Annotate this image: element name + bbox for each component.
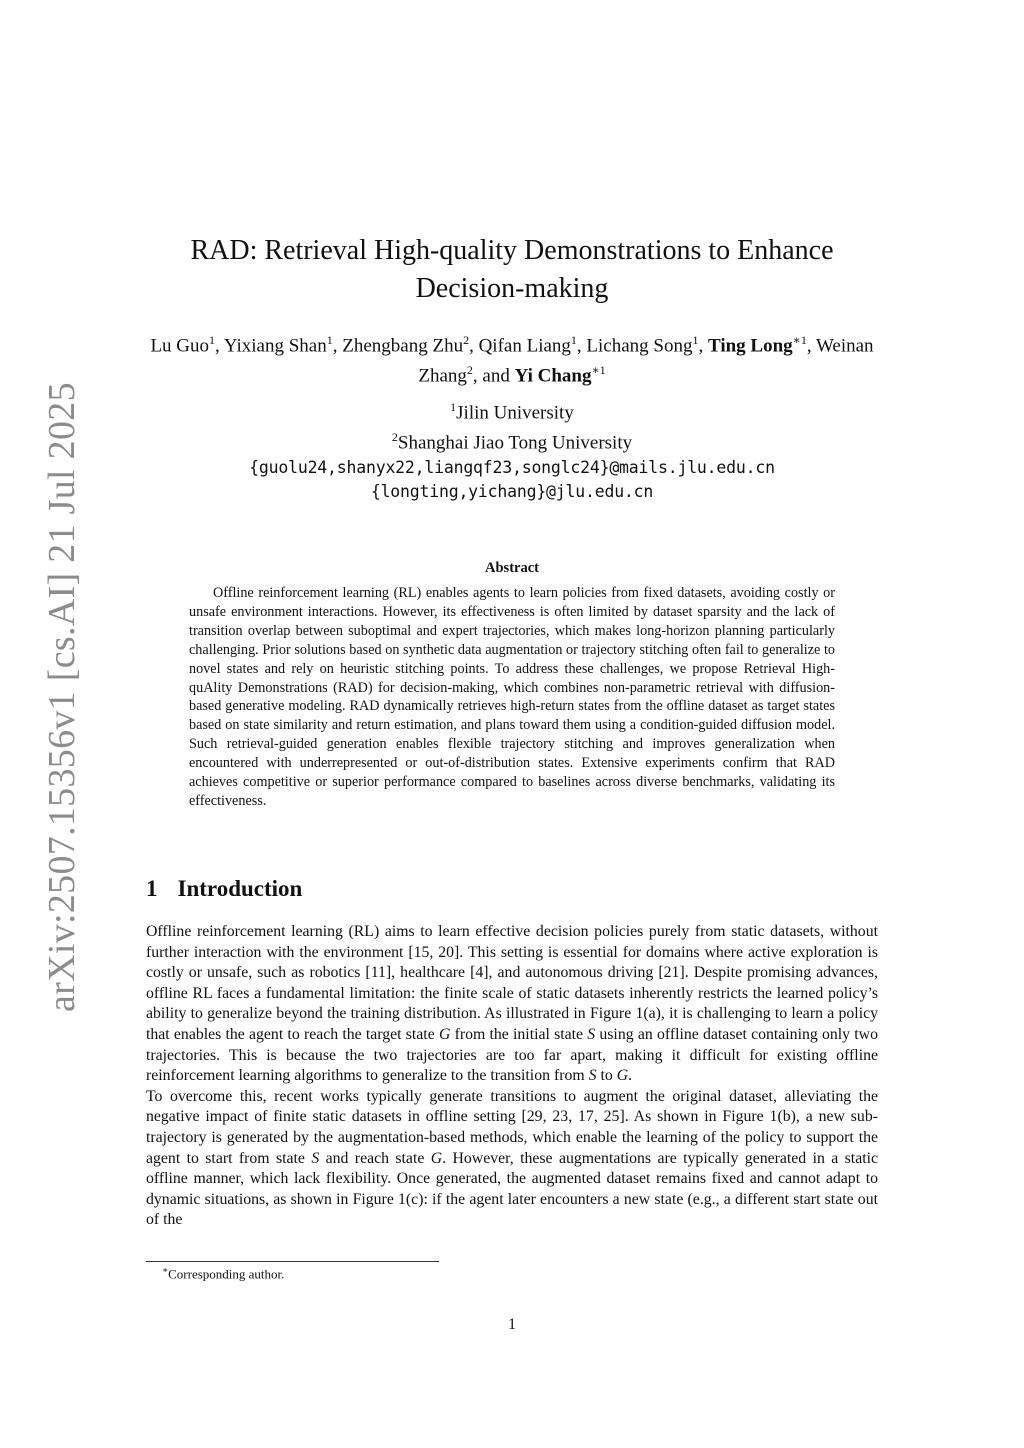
title-line-2: Decision-making <box>415 273 609 304</box>
section-title: Introduction <box>177 876 303 901</box>
title-line-1: RAD: Retrieval High-quality Demonstrations to Enhance <box>190 235 834 266</box>
text-run: to <box>596 1067 617 1085</box>
paragraph <box>146 1087 878 1231</box>
text-run: . <box>628 1067 633 1085</box>
affil-mark: 2 <box>391 430 398 445</box>
author-affil-mark: 1 <box>326 333 333 347</box>
text-run: . However, these augmentations are typically generated in a static offline manner, which lack flexibility. Once generated, the augmented dataset remains fixed and cannot adapt to dynamic situations, as shown in Figure 1(c): if the agent later encounters a new state (e.g., a different start state out of the <box>146 1149 878 1229</box>
math-symbol: G <box>616 1067 629 1085</box>
email-line-1: {guolu24,shanyx22,liangqf23,songlc24}@mails.jlu.edu.cn <box>249 457 775 477</box>
author-separator: , and <box>472 365 515 387</box>
author-affil-mark: 2 <box>463 333 470 347</box>
affiliation-2 <box>150 425 874 455</box>
footnote-text: Corresponding author. <box>168 1266 285 1282</box>
text-run: from the initial state <box>450 1025 588 1043</box>
math-symbol: S <box>311 1149 320 1167</box>
author-separator: , <box>698 335 708 357</box>
author-affil-mark: 1 <box>692 333 699 347</box>
affiliation-1 <box>150 395 874 425</box>
footnote-mark: ∗ <box>162 1265 169 1275</box>
text-run: Offline reinforcement learning (RL) aims to learn effective decision policies purely from static datasets, without further interaction with the environment [15, 20]. This setting is essential for domains where active exploration is costly or unsafe, such as robotics [11], healthcare [4], and autonomous driving [21]. Despite promising advances, offline RL faces a fundamental limitation: the finite scale of static datasets inherently restricts the learned policy’s ability to generalize beyond the training distribution. As illustrated in Figure 1(a), it is challenging to learn a policy that enables the agent to reach the target state <box>146 923 878 1043</box>
author: , Yixiang Shan <box>215 335 327 357</box>
affil-mark: 1 <box>450 400 457 414</box>
paragraph <box>146 922 878 1087</box>
section-number: 1 <box>146 876 158 901</box>
author-affil-mark: 2 <box>466 363 473 378</box>
text-run: and reach state <box>319 1149 431 1167</box>
affil-name: Jilin University <box>456 402 574 424</box>
affiliations <box>150 395 874 504</box>
author: , Lichang Song <box>576 335 693 357</box>
math-symbol: S <box>587 1025 596 1043</box>
author: , Zhengbang Zhu <box>332 335 464 357</box>
text-run: To overcome this, recent works typically generate transitions to augment the original dataset, alleviating the negative impact of finite static datasets in offline setting [29, 23, 17, 25]. As shown in Figure 1(b), a new sub-trajectory is generated by the augmentation-based methods, which enable the learning of the policy to support the agent to start from state <box>146 1087 878 1167</box>
math-symbol: G <box>438 1025 451 1043</box>
footnote <box>162 1265 284 1282</box>
math-symbol: G <box>430 1149 443 1167</box>
body-text <box>146 922 878 1231</box>
abstract-heading: Abstract <box>485 560 539 576</box>
author-affil-mark: ∗1 <box>591 363 606 378</box>
section-heading <box>146 876 302 902</box>
corresponding-author: Ting Long <box>707 335 793 357</box>
text-run: using an offline dataset containing only two trajectories. This is because the two trajectories are too far apart, making it difficult for existing offline reinforcement learning algorithms to generalize to the transition from <box>146 1025 878 1085</box>
math-symbol: S <box>588 1067 597 1085</box>
author-affil-mark: 1 <box>209 333 216 347</box>
email-line-2: {longting,yichang}@jlu.edu.cn <box>370 481 654 501</box>
affil-name: Shanghai Jiao Tong University <box>397 432 633 454</box>
author-affil-mark: ∗1 <box>792 333 807 347</box>
abstract-text: Offline reinforcement learning (RL) enables agents to learn policies from fixed datasets, avoiding costly or unsafe environment interactions. However, its effectiveness is often limited by dataset sparsity and the lack of transition overlap between suboptimal and expert trajectories, which makes long-horizon planning particularly challenging. Prior solutions based on synthetic data augmentation or trajectory stitching often fail to generalize to novel states and rely on heuristic stitching points. To address these challenges, we propose Retrieval High-quAlity Demonstrations (RAD) for decision-making, which combines non-parametric retrieval with diffusion-based generative modeling. RAD dynamically retrieves high-return states from the offline dataset as target states based on state similarity and return estimation, and plans toward them using a condition-guided diffusion model. Such retrieval-guided generation enables flexible trajectory stitching and improves generalization when encountered with underrepresented or out-of-distribution states. Extensive experiments confirm that RAD achieves competitive or superior performance compared to baselines across diverse benchmarks, validating its effectiveness. <box>189 585 835 809</box>
author-list <box>150 328 874 389</box>
author-affil-mark: 1 <box>570 333 577 347</box>
author: , Weinan Zhang <box>418 335 874 387</box>
paper-title <box>140 232 884 308</box>
corresponding-author: Yi Chang <box>514 365 592 387</box>
footnote-rule <box>146 1261 439 1262</box>
arxiv-stamp: arXiv:2507.15356v1 [cs.AI] 21 Jul 2025 <box>41 382 83 1012</box>
author: , Qifan Liang <box>469 335 571 357</box>
author: Lu Guo <box>150 335 210 357</box>
page-number: 1 <box>508 1316 516 1333</box>
